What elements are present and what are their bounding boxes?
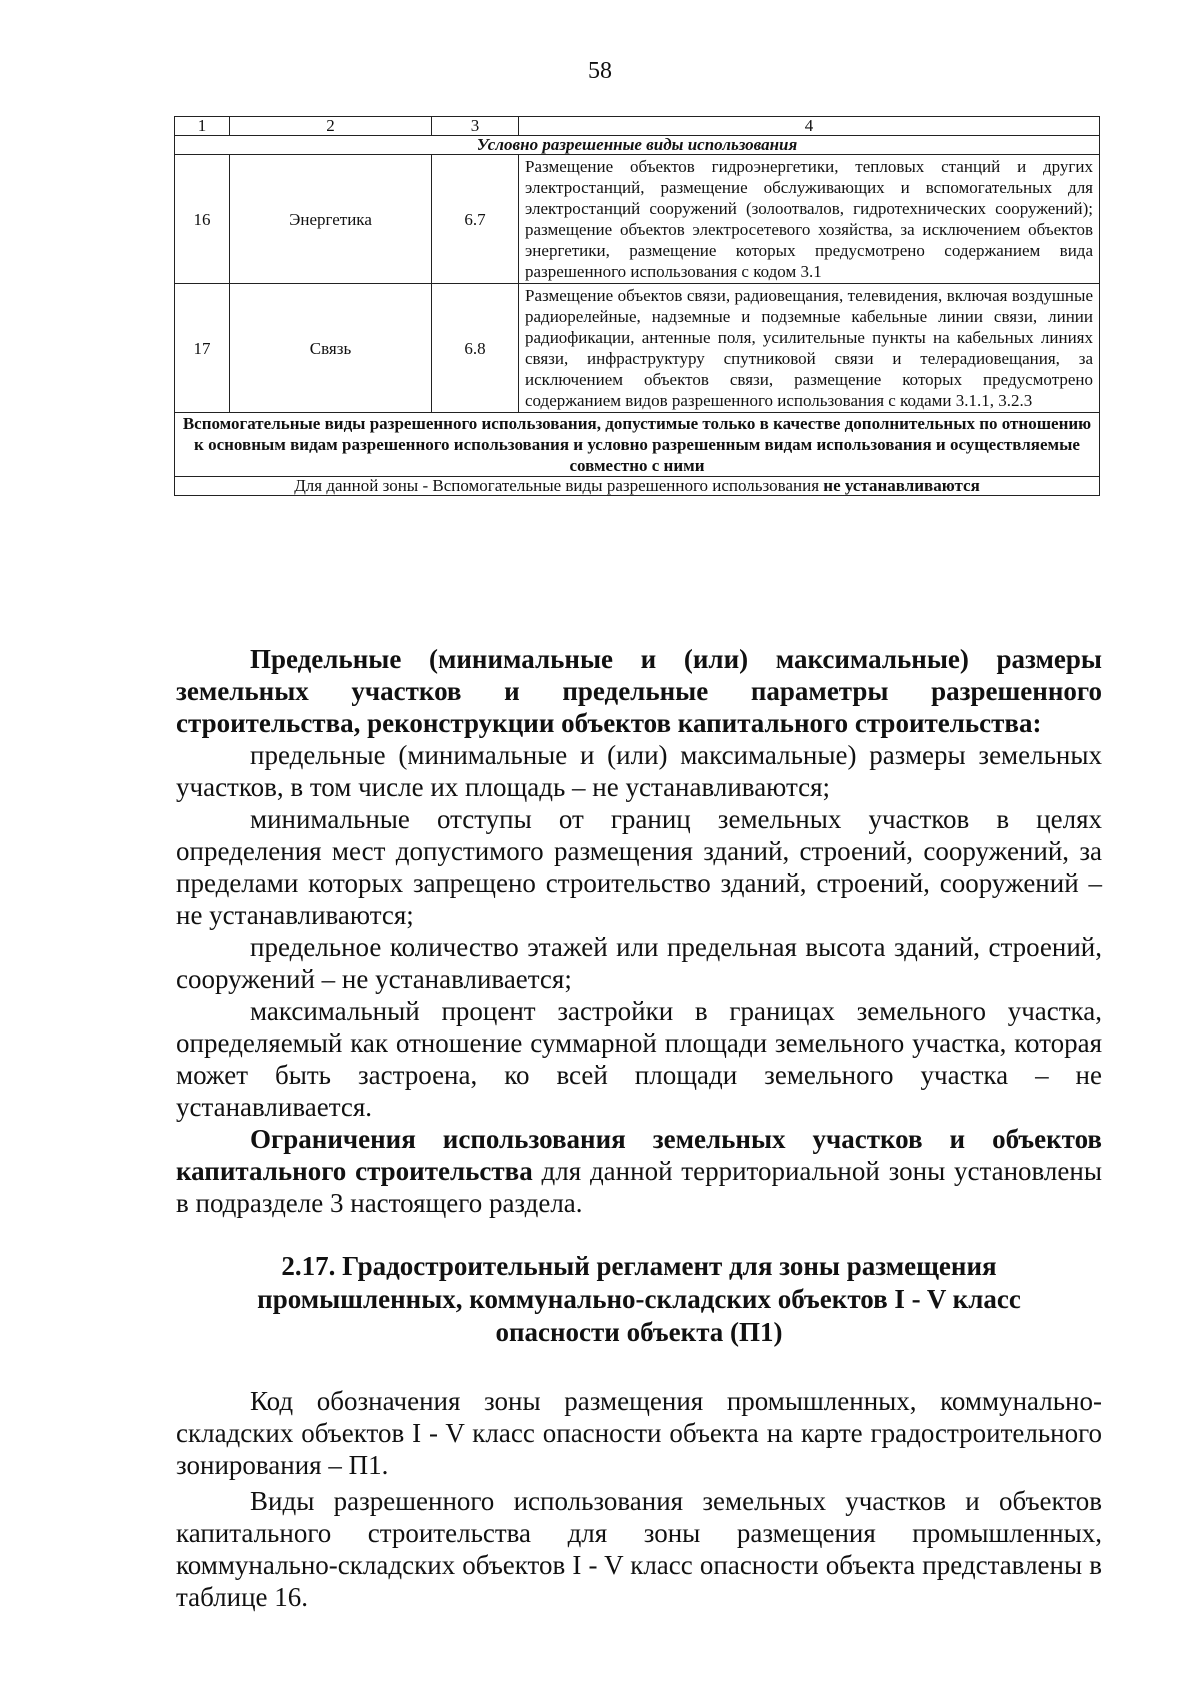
limit-item: максимальный процент застройки в границах земельного участка, определяемый как отношение суммарной площади земельного участка, которая может быть застроена, ко всей площади земельного участка – не устанавливается. <box>176 996 1102 1122</box>
table-header-row <box>175 117 1100 136</box>
row-number: 17 <box>175 284 230 413</box>
zone-code-paragraph: Код обозначения зоны размещения промышленных, коммунально-складских объектов I - V класс опасности объекта на карте градостроительного зонирования – П1. <box>176 1386 1102 1480</box>
limits-block <box>176 643 1102 1219</box>
restrictions-rest: для данной территориальной зоны установлены в подразделе 3 настоящего раздела. <box>176 1156 1102 1218</box>
limit-item: предельное количество этажей или предельная высота зданий, строений, сооружений – не устанавливается; <box>176 932 1102 994</box>
table-row <box>175 284 1100 413</box>
use-type-name: Связь <box>230 284 432 413</box>
use-type-description: Размещение объектов гидроэнергетики, тепловых станций и других электростанций, размещение обслуживающих и вспомогательных для электростанций сооружений (золоотвалов, гидротехнических сооружений); размещение объектов электросетевого хозяйства, за исключением объектов энергетики, размещение которых предусмотрено содержанием вида разрешенного использования с кодом 3.1 <box>519 155 1100 284</box>
section-title: Условно разрешенные виды использования <box>175 136 1100 155</box>
limits-heading: Предельные (минимальные и (или) максимальные) размеры земельных участков и предельные параметры разрешенного строительства, реконструкции объектов капитального строительства: <box>176 644 1102 738</box>
use-type-code: 6.8 <box>432 284 519 413</box>
footer-note <box>175 477 1100 496</box>
section-title-line: промышленных, коммунально-складских объектов I - V класс <box>257 1284 1021 1314</box>
use-type-description: Размещение объектов связи, радиовещания, телевидения, включая воздушные радиорелейные, надземные и подземные кабельные линии связи, линии радиофикации, антенные поля, усилительные пункты на кабельных линиях связи, инфраструктуру спутниковой связи и телерадиовещания, за исключением объектов связи, размещение которых предусмотрено содержанием видов разрешенного использования с кодами 3.1.1, 3.2.3 <box>519 284 1100 413</box>
section-title-line: опасности объекта (П1) <box>495 1317 783 1347</box>
land-use-table <box>174 116 1100 496</box>
column-header: 2 <box>230 117 432 136</box>
limit-item: минимальные отступы от границ земельных участков в целях определения мест допустимого размещения зданий, строений, сооружений, за пределами которых запрещено строительство зданий, строений, сооружений – не устанавливаются; <box>176 804 1102 930</box>
use-types-paragraph: Виды разрешенного использования земельных участков и объектов капитального строительства для зоны размещения промышленных, коммунально-складских объектов I - V класс опасности объекта представлены в таблице 16. <box>176 1486 1102 1612</box>
section-title-line: 2.17. Градостроительный регламент для зоны размещения <box>281 1251 997 1281</box>
use-type-code: 6.7 <box>432 155 519 284</box>
table-row <box>175 155 1100 284</box>
section-row-auxiliary <box>175 413 1100 477</box>
column-header: 3 <box>432 117 519 136</box>
table-footer-row <box>175 477 1100 496</box>
restrictions-paragraph <box>176 1123 1102 1219</box>
section-row-conditional <box>175 136 1100 155</box>
page-number: 58 <box>588 58 612 84</box>
section-title <box>176 1250 1102 1349</box>
column-header: 4 <box>519 117 1100 136</box>
row-number: 16 <box>175 155 230 284</box>
restrictions-bold: Ограничения использования земельных участков и объектов капитального строительства <box>176 1124 1102 1186</box>
footer-prefix: Для данной зоны - Вспомогательные виды разрешенного использования <box>294 476 824 495</box>
footer-bold: не устанавливаются <box>823 476 980 495</box>
auxiliary-header: Вспомогательные виды разрешенного использования, допустимые только в качестве дополнительных по отношению к основным видам разрешенного использования и условно разрешенным видам использования и осуществляемые совместно с ними <box>175 413 1100 477</box>
use-type-name: Энергетика <box>230 155 432 284</box>
limit-item: предельные (минимальные и (или) максимальные) размеры земельных участков, в том числе их площадь – не устанавливаются; <box>176 740 1102 802</box>
section-body <box>176 1385 1102 1613</box>
column-header: 1 <box>175 117 230 136</box>
